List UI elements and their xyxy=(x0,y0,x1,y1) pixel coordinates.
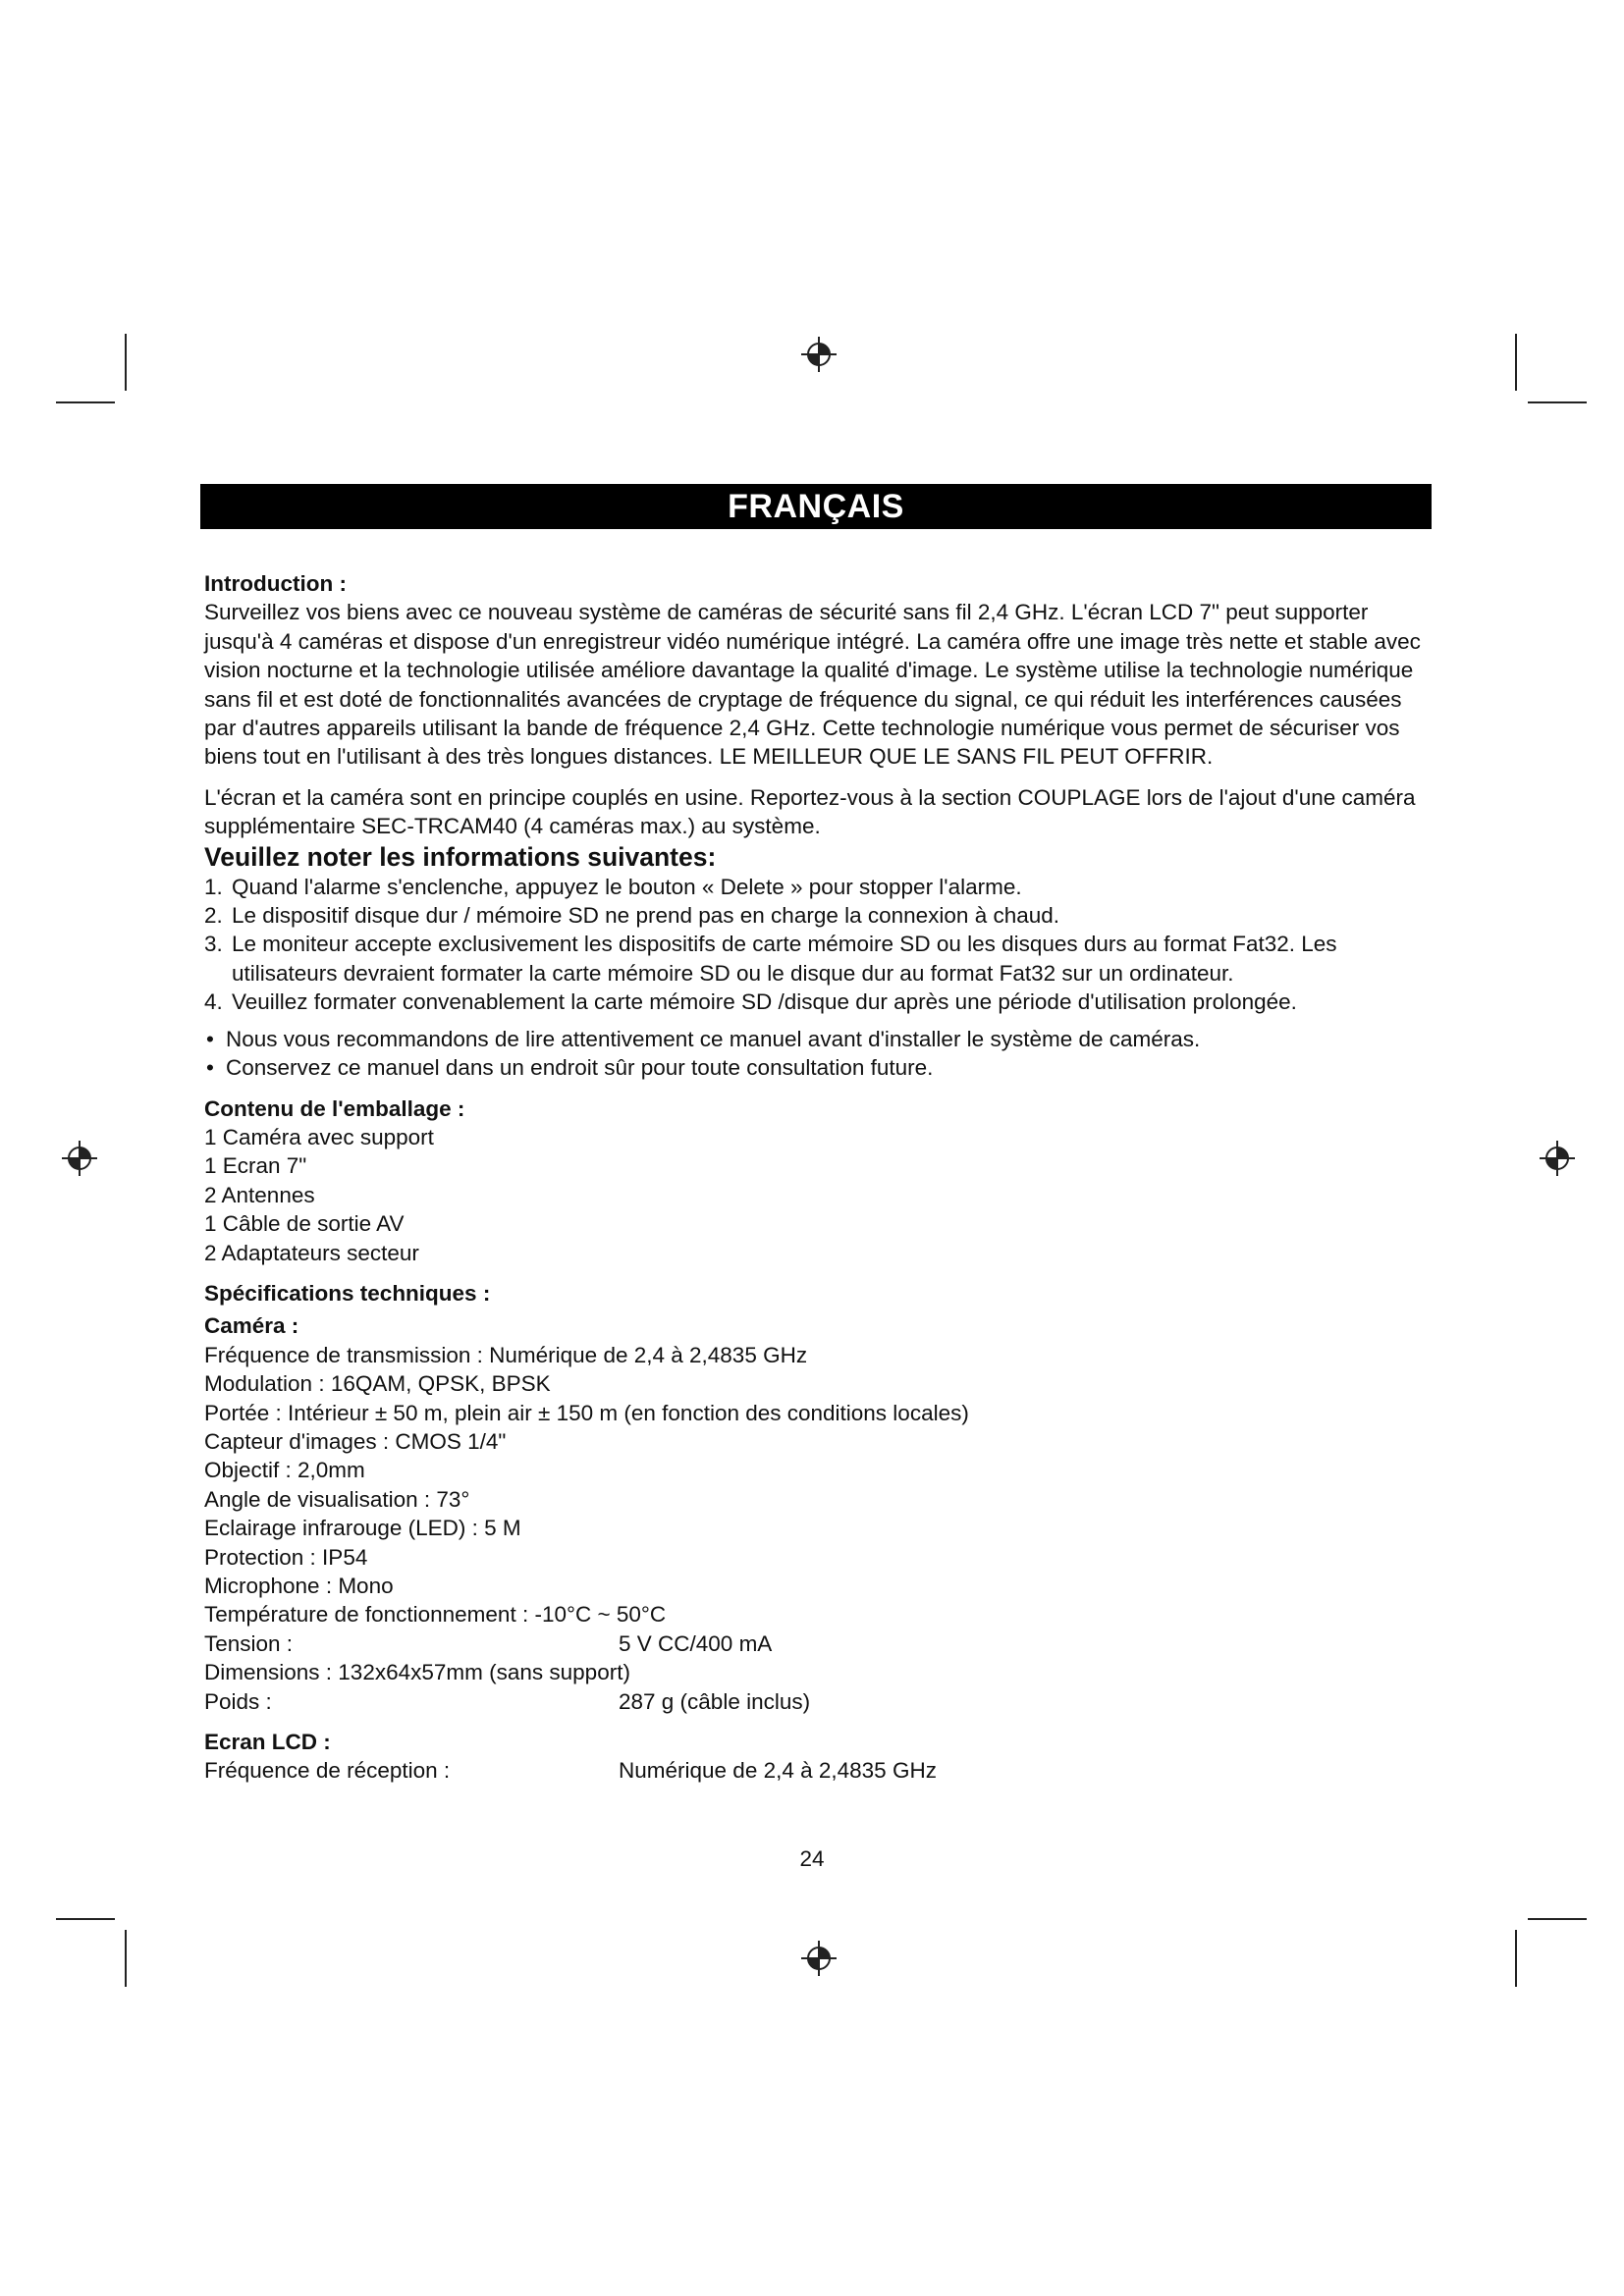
crop-mark-bottom-left-vertical xyxy=(125,1930,127,1987)
introduction-heading: Introduction : xyxy=(204,571,347,596)
crop-mark-top-right-horizontal xyxy=(1528,401,1587,403)
crop-mark-top-right-vertical xyxy=(1515,334,1517,391)
camera-heading: Caméra : xyxy=(204,1313,299,1339)
spec-line: Capteur d'images : CMOS 1/4" xyxy=(204,1428,507,1454)
lcd-heading: Ecran LCD : xyxy=(204,1730,331,1755)
list-item: 2. Le dispositif disque dur / mémoire SD ne prend pas en charge la connexion à chaud. xyxy=(204,903,1060,929)
list-item: 3. Le moniteur accepte exclusivement les dispositifs de carte mémoire SD ou les disques durs au format Fat32. Les utilisateurs devraient formater la carte mémoire SD ou le disque dur au format Fat32 sur un ordinateur. xyxy=(204,932,1337,986)
registration-mark-icon xyxy=(799,1939,839,1978)
package-item: 2 Adaptateurs secteur xyxy=(204,1240,419,1265)
spec-line: Modulation : 16QAM, QPSK, BPSK xyxy=(204,1371,551,1397)
registration-mark-icon xyxy=(799,335,839,374)
specs-heading: Spécifications techniques : xyxy=(204,1280,491,1306)
spec-line: Dimensions : 132x64x57mm (sans support) xyxy=(204,1660,630,1685)
spec-line: Portée : Intérieur ± 50 m, plein air ± 150 m (en fonction des conditions locales) xyxy=(204,1400,969,1425)
crop-mark-bottom-left-horizontal xyxy=(56,1918,115,1920)
package-item: 1 Caméra avec support xyxy=(204,1124,434,1149)
bullet-list xyxy=(204,1025,1432,1083)
spec-row-tension: Tension : 5 V CC/400 mA xyxy=(204,1630,773,1656)
bullet-icon: • xyxy=(206,1026,214,1051)
registration-mark-icon xyxy=(1538,1139,1577,1178)
crop-mark-top-left-horizontal xyxy=(56,401,115,403)
language-banner: FRANÇAIS xyxy=(200,484,1432,529)
spec-line: Eclairage infrarouge (LED) : 5 M xyxy=(204,1516,521,1541)
list-item: 4. Veuillez formater convenablement la carte mémoire SD /disque dur après une période d'utilisation prolongée. xyxy=(204,989,1297,1015)
pairing-paragraph: L'écran et la caméra sont en principe couplés en usine. Reportez-vous à la section COUPLAGE lors de l'ajout d'une caméra supplémentaire SEC-TRCAM40 (4 caméras max.) au système. xyxy=(204,784,1416,839)
spec-line: Microphone : Mono xyxy=(204,1574,394,1598)
package-item: 2 Antennes xyxy=(204,1182,315,1207)
spec-row-reception: Fréquence de réception : Numérique de 2,4 à 2,4835 GHz xyxy=(204,1758,937,1784)
crop-mark-top-left-vertical xyxy=(125,334,127,391)
list-item: • Nous vous recommandons de lire attentivement ce manuel avant d'installer le système de caméras. xyxy=(204,1025,1432,1053)
list-item: 1. Quand l'alarme s'enclenche, appuyez le bouton « Delete » pour stopper l'alarme. xyxy=(204,874,1022,899)
registration-mark-icon xyxy=(60,1139,99,1178)
crop-mark-bottom-right-vertical xyxy=(1515,1930,1517,1987)
introduction-paragraph: Surveillez vos biens avec ce nouveau système de caméras de sécurité sans fil 2,4 GHz. L'écran LCD 7" peut supporter jusqu'à 4 caméras et dispose d'un enregistreur vidéo numérique intégré. La caméra offre une image très nette et stable avec vision nocturne et la technologie utilisée améliore davantage la qualité d'image. Le système utilise la technologie numérique sans fil et est doté de fonctionnalités avancées de cryptage de fréquence du signal, ce qui réduit les interférences causées par d'autres appareils utilisant la bande de fréquence 2,4 GHz. Cette technologie numérique vous permet de sécuriser vos biens tout en l'utilisant à des très longues distances. LE MEILLEUR QUE LE SANS FIL PEUT OFFRIR. xyxy=(204,600,1421,770)
package-item: 1 Ecran 7" xyxy=(204,1153,307,1179)
spec-line: Température de fonctionnement : -10°C ~ 50°C xyxy=(204,1602,667,1628)
notes-heading: Veuillez noter les informations suivantes: xyxy=(204,841,717,872)
page-number: 24 xyxy=(799,1846,825,1871)
bullet-icon: • xyxy=(206,1055,214,1081)
manual-content xyxy=(204,569,1432,1786)
crop-mark-bottom-right-horizontal xyxy=(1528,1918,1587,1920)
spec-row-weight: Poids : 287 g (câble inclus) xyxy=(204,1688,811,1714)
list-item: • Conservez ce manuel dans un endroit sûr pour toute consultation future. xyxy=(204,1053,1432,1082)
package-heading: Contenu de l'emballage : xyxy=(204,1095,465,1121)
package-item: 1 Câble de sortie AV xyxy=(204,1211,405,1237)
spec-line: Protection : IP54 xyxy=(204,1544,368,1570)
spec-line: Objectif : 2,0mm xyxy=(204,1458,365,1483)
spec-line: Fréquence de transmission : Numérique de 2,4 à 2,4835 GHz xyxy=(204,1342,808,1367)
spec-line: Angle de visualisation : 73° xyxy=(204,1486,470,1512)
notes-list xyxy=(204,873,1432,1017)
